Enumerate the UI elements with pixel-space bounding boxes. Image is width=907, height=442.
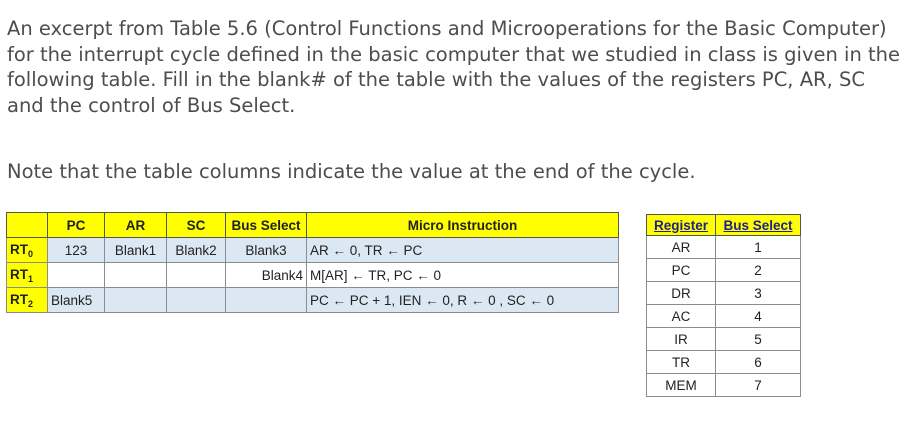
sc-cell: Blank2 [167,238,226,263]
header-register: Register [647,215,716,236]
register-select-value: 6 [716,351,801,374]
ar-cell: Blank1 [105,238,167,263]
register-name: PC [647,259,716,282]
control-functions-table [6,212,619,313]
header-ar: AR [105,213,167,238]
sc-cell [167,263,226,288]
table-row [7,288,619,313]
register-row [647,282,801,305]
register-name: MEM [647,374,716,397]
register-select-value: 4 [716,305,801,328]
register-row [647,305,801,328]
bus-select-cell: Blank4 [226,263,307,288]
register-name: IR [647,328,716,351]
pc-cell [48,263,105,288]
pc-cell: 123 [48,238,105,263]
header-bus-select: Bus Select [716,215,801,236]
register-name: TR [647,351,716,374]
register-name: DR [647,282,716,305]
register-header-row [647,215,801,236]
micro-instruction-cell: M[AR] ← TR, PC ← 0 [307,263,619,288]
micro-instruction-cell: PC ← PC + 1, IEN ← 0, R ← 0 , SC ← 0 [307,288,619,313]
register-select-value: 2 [716,259,801,282]
pc-cell: Blank5 [48,288,105,313]
header-rt [7,213,48,238]
bus-select-cell: Blank3 [226,238,307,263]
row-label: $RT_1$ [7,263,48,288]
register-name: AC [647,305,716,328]
row-label: $RT_0$ [7,238,48,263]
register-name: AR [647,236,716,259]
sc-cell [167,288,226,313]
register-row [647,374,801,397]
header-pc: PC [48,213,105,238]
register-row [647,351,801,374]
register-select-value: 3 [716,282,801,305]
register-select-value: 5 [716,328,801,351]
note-text: Note that the table columns indicate the value at the end of the cycle. [7,160,696,183]
header-bus-select: Bus Select [226,213,307,238]
bus-select-cell [226,288,307,313]
register-bus-select-table [646,214,801,397]
ar-cell [105,263,167,288]
micro-instruction-cell: AR ← 0, TR ← PC [307,238,619,263]
register-row [647,259,801,282]
problem-statement: An excerpt from Table 5.6 (Control Functions and Microoperations for the Basic Computer) for the interrupt cycle defined in the basic computer that we studied in class is given in the following table. Fill in the blank# of the table with the values of the registers PC, AR, SC and the control of Bus Select. [7,17,901,117]
register-select-value: 1 [716,236,801,259]
table-row [7,263,619,288]
table-header-row [7,213,619,238]
ar-cell [105,288,167,313]
row-label: $RT_2$ [7,288,48,313]
header-micro-instruction: Micro Instruction [307,213,619,238]
register-row [647,328,801,351]
register-row [647,236,801,259]
table-row [7,238,619,263]
register-select-value: 7 [716,374,801,397]
header-sc: SC [167,213,226,238]
